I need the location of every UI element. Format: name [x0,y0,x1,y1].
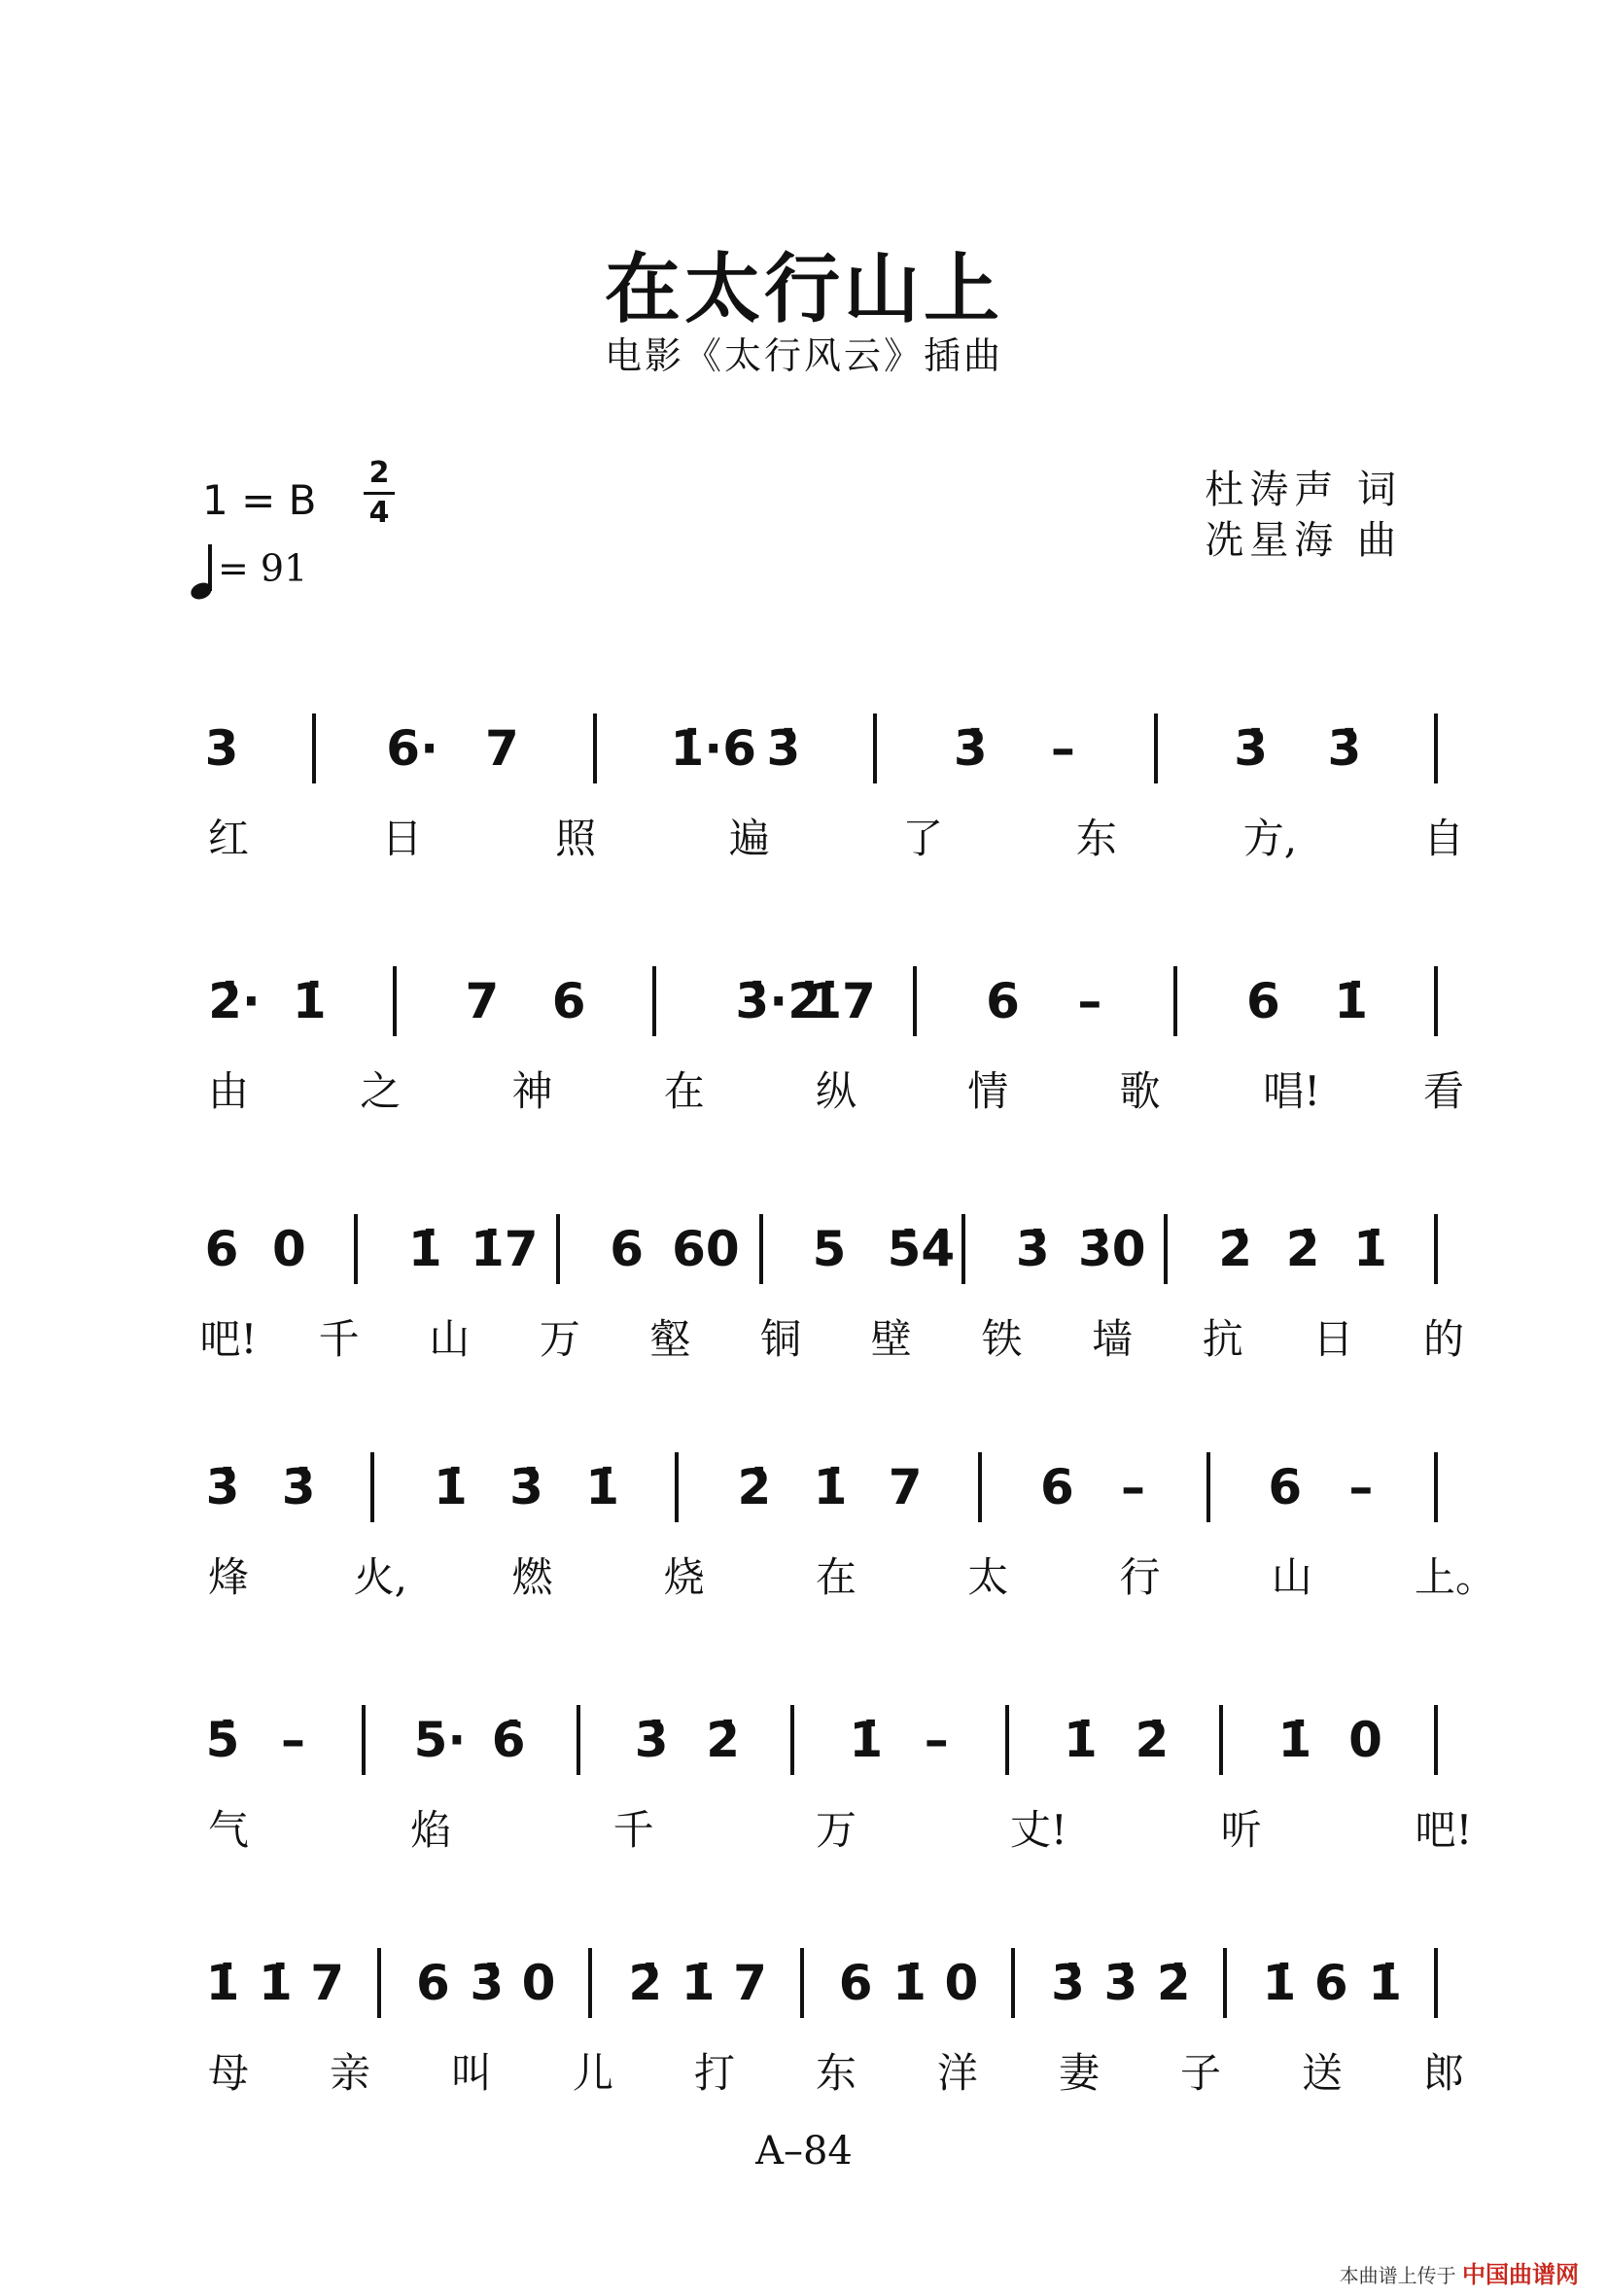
lyric-syllable: 唱! [1263,1067,1321,1115]
note: 0 [521,1955,556,2011]
bar-line [1434,1214,1438,1284]
key-signature: 1 = B [202,476,317,524]
note: 6 [415,1955,450,2011]
bar-line [370,1452,374,1522]
note: 6· [386,720,439,777]
note: 6 [1313,1955,1348,2011]
notation-row [0,1220,1608,1298]
lyric-syllable: 洋 [936,2049,978,2097]
time-signature [360,457,399,530]
note: 2̇· [208,973,261,1029]
note: 1̇ [1334,973,1369,1029]
quarter-note-icon [191,544,212,599]
bar-line [1219,1705,1223,1775]
note: 5̇4̇ [887,1221,956,1277]
note: 1̇ [585,1459,620,1515]
note: 6 [1268,1459,1303,1515]
note: 1̇ [1063,1712,1098,1768]
note: 1̇ [258,1955,293,2011]
bar-line [913,966,917,1036]
note: 3̇ [766,720,801,777]
lyric-syllable: 千 [612,1806,654,1854]
note: 1̇ [292,973,327,1029]
lyric-syllable: 抗 [1202,1315,1243,1363]
lyric-syllable: 亲 [329,2049,370,2097]
lyric-syllable: 焰 [410,1806,452,1854]
lyric-syllable: 燃 [511,1553,553,1601]
note: 2̇ [1218,1221,1253,1277]
note: 5· [413,1712,467,1768]
lyric-syllable: 吧! [199,1315,258,1363]
song-title: 在太行山上 [604,246,1003,333]
notation-row [0,1954,1608,2032]
note: – [1077,973,1102,1029]
note: 6 [610,1221,645,1277]
bar-line [1011,1948,1015,2018]
lyric-syllable: 山 [429,1315,471,1363]
note: 7 [888,1459,923,1515]
lyric-syllable: 郎 [1422,2049,1464,2097]
bar-line [1434,1452,1438,1522]
bar-line [362,1705,366,1775]
lyric-syllable: 上。 [1415,1553,1497,1601]
note: 7 [485,720,519,777]
note: 5̇ [205,1712,240,1768]
note: 0 [944,1955,979,2011]
note: 3̇ [1234,720,1269,777]
lyric-syllable: 行 [1119,1553,1161,1601]
composer-credit: 冼星海 曲 [1205,518,1402,563]
note: 0 [272,1221,306,1277]
lyric-syllable: 歌 [1119,1067,1161,1115]
lyric-syllable: 壁 [870,1315,912,1363]
note: 5 [812,1221,847,1277]
note: 1̇7 [470,1221,539,1277]
note: 6̇ [491,1712,526,1768]
lyric-syllable: 神 [511,1067,553,1115]
note: – [924,1712,949,1768]
lyric-syllable: 送 [1301,2049,1343,2097]
note: 3̇ [1103,1955,1138,2011]
bar-line [1005,1705,1009,1775]
lyric-syllable: 烧 [663,1553,705,1601]
note: 1̇ [1262,1955,1297,2011]
note: 3̇ [1051,1955,1085,2011]
lyric-syllable: 了 [902,815,944,862]
lyric-syllable: 日 [1312,1315,1354,1363]
lyric-syllable: 方, [1242,815,1298,862]
tempo-marking [191,544,307,599]
bar-line [1164,1214,1168,1284]
lyric-syllable: 东 [815,2049,856,2097]
lyric-syllable: 纵 [815,1067,856,1115]
note: 3̇ [509,1459,543,1515]
bar-line [961,1214,965,1284]
note: 3̇ [634,1712,669,1768]
note: 6 [551,973,586,1029]
note: 2̇ [1135,1712,1170,1768]
time-signature-bottom: 4 [368,496,390,530]
note: 6 [204,1221,239,1277]
note: 1̇·6 [670,720,757,777]
note: 2̇ [706,1712,741,1768]
bar-line [1434,713,1438,783]
note: 1̇ [849,1712,884,1768]
note: 6 [838,1955,873,2011]
bar-line [393,966,397,1036]
note: 1̇ [407,1221,442,1277]
bar-line [556,1214,560,1284]
note: 2̇ [1156,1955,1191,2011]
lyric-syllable: 在 [663,1067,705,1115]
lyric-syllable: 红 [207,815,249,862]
watermark-text: 本曲谱上传于 [1339,2264,1456,2287]
notation-row [0,719,1608,797]
lyric-syllable: 吧! [1415,1806,1473,1854]
lyric-syllable: 山 [1271,1553,1312,1601]
bar-line [1434,966,1438,1036]
lyric-syllable: 万 [539,1315,580,1363]
note: 1̇ [1368,1955,1403,2011]
page-number: A–84 [755,2129,853,2174]
bar-line [790,1705,794,1775]
bar-line [354,1214,358,1284]
lyric-syllable: 听 [1220,1806,1262,1854]
note: – [1121,1459,1145,1515]
bar-line [652,966,656,1036]
tempo-value: = 91 [218,546,308,590]
note: 3̇ [205,1459,240,1515]
note: 3̇0 [1077,1221,1146,1277]
lyric-syllable: 日 [381,815,423,862]
bar-line [577,1705,580,1775]
bar-line [312,713,316,783]
note: 6 [986,973,1020,1029]
lyric-syllable: 情 [967,1067,1009,1115]
lyric-syllable: 壑 [649,1315,691,1363]
bar-line [1434,1705,1438,1775]
lyric-syllable: 在 [815,1553,856,1601]
watermark-brand: 中国曲谱网 [1462,2261,1579,2288]
lyric-syllable: 照 [555,815,597,862]
bar-line [1434,1948,1438,2018]
bar-line [873,713,877,783]
note: 3̇ [1015,1221,1050,1277]
note: 7 [310,1955,345,2011]
note: 1̇7 [808,973,876,1029]
bar-line [978,1452,982,1522]
note: 1̇ [813,1459,848,1515]
note: – [281,1712,306,1768]
bar-line [588,1948,592,2018]
lyric-syllable: 母 [207,2049,249,2097]
note: 2̇ [737,1459,772,1515]
lyric-syllable: 千 [318,1315,360,1363]
note: 3̇ [281,1459,316,1515]
note: 2̇ [1285,1221,1320,1277]
lyric-syllable: 太 [967,1553,1009,1601]
note: 1̇ [892,1955,926,2011]
credits [1205,465,1402,566]
note: 1̇ [1353,1221,1387,1277]
lyric-syllable: 铁 [981,1315,1023,1363]
watermark [1340,2255,1579,2289]
notation-row [0,1458,1608,1536]
lyric-syllable: 妻 [1058,2049,1100,2097]
note: 1̇ [681,1955,716,2011]
bar-line [675,1452,679,1522]
bar-line [1206,1452,1210,1522]
bar-line [759,1214,763,1284]
notation-row [0,972,1608,1050]
song-subtitle: 电影《太行风云》插曲 [604,334,1003,377]
lyric-syllable: 火, [353,1553,407,1601]
note: 60 [672,1221,740,1277]
note: 3̇ [953,720,988,777]
lyric-syllable: 丈! [1009,1806,1067,1854]
lyric-syllable: 子 [1179,2049,1221,2097]
lyric-syllable: 东 [1075,815,1117,862]
note: 3̇·2̇ [735,973,821,1029]
lyric-syllable: 墙 [1092,1315,1134,1363]
note: 7 [465,973,500,1029]
note: 1̇ [205,1955,240,2011]
lyric-syllable: 自 [1422,815,1464,862]
note: – [1050,720,1075,777]
note: 2̇ [628,1955,663,2011]
bar-line [1173,966,1177,1036]
lyric-syllable: 由 [207,1067,249,1115]
note: 3 [204,720,239,777]
lyric-syllable: 的 [1422,1315,1464,1363]
lyric-syllable: 烽 [207,1553,249,1601]
bar-line [1154,713,1158,783]
note: 1̇ [1277,1712,1312,1768]
bar-line [377,1948,381,2018]
bar-line [1223,1948,1227,2018]
time-signature-top: 2 [368,456,390,490]
bar-line [593,713,597,783]
note: – [1348,1459,1374,1515]
lyric-syllable: 儿 [572,2049,613,2097]
note: 0 [1348,1712,1382,1768]
note: 6 [1039,1459,1074,1515]
note: 1̇ [433,1459,468,1515]
lyric-syllable: 之 [360,1067,402,1115]
note: 7 [733,1955,767,2011]
bar-line [800,1948,804,2018]
lyric-syllable: 遍 [728,815,770,862]
lyric-syllable: 万 [815,1806,856,1854]
lyricist-credit: 杜涛声 词 [1205,468,1402,512]
lyric-syllable: 看 [1422,1067,1464,1115]
notation-row [0,1711,1608,1789]
lyric-syllable: 打 [693,2049,735,2097]
lyric-syllable: 叫 [450,2049,492,2097]
lyric-syllable: 气 [207,1806,249,1854]
lyric-syllable: 铜 [760,1315,802,1363]
note: 6 [1246,973,1280,1029]
note: 3̇ [470,1955,505,2011]
note: 3̇ [1327,720,1362,777]
